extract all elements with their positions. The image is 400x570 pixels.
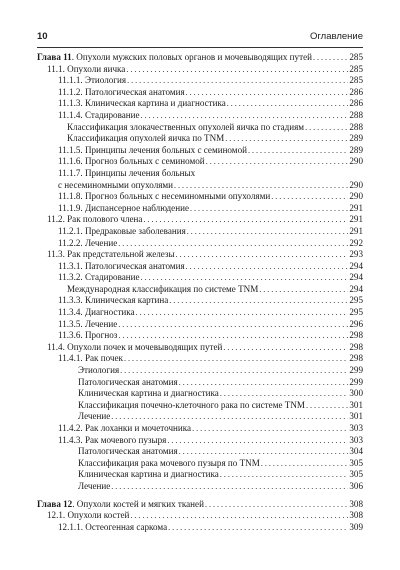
toc-page-number: 286 [349, 86, 363, 97]
entry-text: Патологическая анатомия [78, 446, 178, 457]
toc-entry[interactable] [37, 87, 363, 99]
toc-entry[interactable] [37, 122, 363, 134]
toc-page-number: 306 [349, 480, 363, 491]
dot-leader [248, 145, 348, 156]
entry-text: 11.3. Рак предстательной железы [47, 249, 175, 260]
toc-entry-title [58, 180, 173, 192]
entry-text: Этиология [78, 365, 120, 376]
toc-entry-title [78, 388, 219, 400]
dot-leader [179, 446, 349, 457]
toc-entry-title [78, 458, 260, 470]
toc-entry[interactable] [37, 423, 363, 435]
toc-entry-title [58, 75, 126, 87]
dot-leader [227, 98, 349, 109]
dot-leader [313, 52, 348, 63]
toc-entry-title [47, 249, 175, 261]
dot-leader [143, 214, 348, 225]
toc-page-number: 291 [349, 225, 363, 236]
toc-entry[interactable] [37, 168, 363, 180]
toc-entry[interactable] [37, 249, 363, 261]
toc-entry[interactable] [37, 98, 363, 110]
toc-entry[interactable] [37, 388, 363, 400]
toc-entry-title [67, 122, 304, 134]
toc-entry-title [47, 214, 142, 226]
toc-entry-title [78, 365, 119, 377]
toc-page-number: 308 [349, 498, 363, 509]
toc-page-number: 294 [349, 283, 363, 294]
toc-entry-title [58, 98, 226, 110]
dot-leader [176, 249, 349, 260]
toc-page-number: 298 [349, 330, 363, 341]
toc-entry[interactable] [37, 180, 363, 192]
entry-text: 11.3.1. Патологическая анатомия [58, 260, 185, 271]
toc-page-number: 298 [349, 353, 363, 364]
toc-entry-title [67, 133, 224, 145]
entry-text: 11.4.2. Рак лоханки и мочеточника [58, 423, 192, 433]
toc-page-number: 305 [349, 457, 363, 468]
dot-leader [167, 435, 348, 446]
toc-page-number: 298 [349, 341, 363, 352]
entry-text: 12.1.1. Остеогенная саркома [58, 521, 168, 532]
dot-leader [169, 295, 348, 306]
dot-leader [192, 423, 348, 434]
toc-page-number: 285 [349, 63, 363, 74]
entry-text: 11.3.2. Стадирование [58, 272, 140, 283]
page-number: 10 [37, 31, 48, 42]
toc-entry[interactable] [37, 75, 363, 87]
toc-entry[interactable] [37, 191, 363, 203]
toc-entry-title [58, 203, 189, 215]
chapter-label: Глава 11 [37, 52, 72, 62]
entry-text: Клиническая картина и диагностика [78, 469, 219, 480]
entry-text: 11.2.1. Предраковые заболевания [58, 225, 186, 236]
toc-chapter-entry[interactable] [37, 52, 363, 64]
entry-text: Классификация злокачественных опухолей яичка по стадиям [67, 121, 305, 132]
toc-entry-title [58, 330, 117, 342]
toc-page-number: 294 [349, 272, 363, 283]
dot-leader [120, 365, 348, 376]
toc-page-number: 299 [349, 365, 363, 376]
table-of-contents [37, 52, 363, 533]
entry-text: 11.1.9. Диспансерное наблюдение [58, 202, 189, 213]
chapter-label: Глава 12 [37, 498, 73, 509]
entry-text: 11.1.7. Принципы лечения больных [58, 167, 196, 178]
toc-entry[interactable] [37, 307, 363, 319]
entry-text: 11.1.5. Принципы лечения больных с семиномой [58, 144, 247, 155]
dot-leader [130, 510, 348, 521]
entry-text: 11.3.4. Диагностика [58, 307, 135, 318]
entry-text: 11.3.6. Прогноз [58, 330, 118, 341]
entry-text: 11.2. Рак полового члена [47, 214, 143, 225]
toc-entry-title [78, 469, 219, 481]
entry-text: Классификация почечно-клеточного рака по системе TNM [78, 399, 305, 410]
toc-page-number: 308 [349, 510, 363, 521]
toc-page-number: 295 [349, 307, 363, 318]
toc-entry-title [47, 342, 222, 354]
dot-leader [179, 377, 349, 388]
toc-entry[interactable] [37, 481, 363, 493]
toc-page-number: 294 [349, 260, 363, 271]
dot-leader [306, 400, 348, 411]
toc-page-number: 301 [349, 411, 363, 422]
toc-entry[interactable] [37, 295, 363, 307]
toc-entry-title [58, 238, 117, 250]
toc-page-number: 303 [349, 423, 363, 433]
dot-leader [124, 353, 348, 364]
entry-text: 11.3.3. Клиническая картина [58, 295, 169, 306]
dot-leader [118, 330, 348, 341]
toc-page-number: 301 [349, 399, 363, 410]
entry-text: . Опухоли костей и мягких тканей [72, 498, 204, 509]
dot-leader [186, 261, 349, 272]
dot-leader [127, 75, 348, 86]
toc-entry[interactable] [37, 110, 363, 122]
toc-entry[interactable] [37, 365, 363, 377]
entry-text: . Опухоли мужских половых органов и мочевыводящих путей [71, 52, 312, 62]
dot-leader [190, 203, 348, 214]
toc-page-number: 303 [349, 434, 363, 445]
toc-page-number: 290 [349, 191, 363, 202]
toc-page-number: 290 [349, 156, 363, 167]
toc-entry-title [58, 156, 205, 168]
dot-leader [206, 156, 349, 167]
toc-entry[interactable] [37, 400, 363, 412]
toc-page-number: 299 [349, 376, 363, 387]
dot-leader [261, 458, 349, 469]
toc-entry-title [67, 284, 258, 296]
running-header [37, 31, 363, 45]
entry-text: 11.1.1. Этиология [58, 75, 127, 86]
dot-leader [136, 307, 349, 318]
dot-leader [220, 388, 349, 399]
toc-entry[interactable] [37, 238, 363, 250]
toc-entry-title [58, 435, 166, 447]
dot-leader [118, 238, 348, 249]
toc-page-number: 288 [349, 109, 363, 120]
toc-entry-title [58, 423, 191, 435]
toc-entry[interactable] [37, 342, 363, 354]
toc-page-number: 286 [349, 98, 363, 109]
dot-leader [168, 522, 348, 533]
toc-entry[interactable] [37, 156, 363, 168]
toc-entry-title [58, 145, 247, 157]
toc-entry-title [58, 261, 185, 273]
entry-text: Клиническая картина и диагностика [78, 388, 219, 399]
toc-entry-title [58, 226, 186, 238]
entry-text: Классификация рака мочевого пузыря по TNM [78, 457, 260, 468]
toc-entry-title [47, 510, 129, 522]
entry-text: 11.2.2. Лечение [58, 237, 118, 248]
toc-entry[interactable] [37, 261, 363, 273]
toc-page-number: 300 [349, 388, 363, 399]
entry-text: 11.3.5. Лечение [58, 318, 118, 329]
toc-page-number: 291 [349, 202, 363, 213]
dot-leader [223, 342, 348, 353]
dot-leader [111, 411, 348, 422]
toc-page-number: 292 [349, 237, 363, 248]
toc-entry[interactable] [37, 272, 363, 284]
toc-entry-title [58, 110, 140, 122]
toc-entry-title [37, 499, 204, 511]
toc-page-number: 285 [349, 75, 363, 86]
entry-text: 11.4.3. Рак мочевого пузыря [58, 434, 167, 445]
toc-entry-title [58, 307, 135, 319]
toc-chapter-entry[interactable] [37, 499, 363, 511]
toc-entry[interactable] [37, 435, 363, 447]
dot-leader [225, 133, 348, 144]
entry-text: 12.1. Опухоли костей [47, 510, 130, 521]
entry-text: 11.4.1. Рак почек [58, 353, 123, 364]
entry-text: 11.1.4. Стадирование [58, 109, 140, 120]
header-rule [37, 47, 363, 48]
toc-page-number: 305 [349, 469, 363, 480]
toc-entry-title [58, 191, 270, 203]
toc-entry[interactable] [37, 64, 363, 76]
toc-page-number: 293 [349, 249, 363, 260]
toc-entry[interactable] [37, 330, 363, 342]
toc-entry[interactable] [37, 214, 363, 226]
toc-entry-title [78, 411, 110, 423]
toc-entry[interactable] [37, 353, 363, 365]
dot-leader [126, 64, 348, 75]
toc-entry-title [58, 353, 123, 365]
entry-text: 11.1.6. Прогноз больных с семиномой [58, 156, 205, 167]
toc-entry-title [78, 377, 178, 389]
dot-leader [141, 272, 349, 283]
dot-leader [271, 191, 348, 202]
toc-page-number: 285 [349, 52, 363, 62]
dot-leader [259, 284, 348, 295]
toc-entry-title [58, 319, 117, 331]
entry-text: 11.1.3. Клиническая картина и диагностика [58, 98, 226, 109]
toc-entry[interactable] [37, 377, 363, 389]
dot-leader [118, 319, 348, 330]
toc-entry[interactable] [37, 203, 363, 215]
toc-entry-title [58, 522, 167, 534]
entry-text: Патологическая анатомия [78, 376, 178, 387]
toc-page-number: 289 [349, 144, 363, 155]
dot-leader [186, 87, 349, 98]
toc-entry[interactable] [37, 284, 363, 296]
toc-page-number: 295 [349, 295, 363, 306]
toc-entry[interactable] [37, 458, 363, 470]
toc-entry[interactable] [37, 133, 363, 145]
dot-leader [174, 180, 348, 191]
toc-page-number: 289 [349, 133, 363, 144]
entry-text: 11.1.2. Патологическая анатомия [58, 86, 185, 97]
entry-text: Лечение [78, 480, 111, 491]
entry-text: Международная классификация по системе TNM [67, 283, 259, 294]
toc-entry-title [78, 446, 178, 458]
entry-text: 11.1.8. Прогноз больных с несеминомными опухолями [58, 191, 271, 202]
running-title: Оглавление [310, 31, 363, 42]
dot-leader [141, 110, 349, 121]
toc-entry-title [78, 481, 110, 493]
toc-entry[interactable] [37, 145, 363, 157]
dot-leader [187, 226, 349, 237]
toc-page-number: 296 [349, 318, 363, 329]
dot-leader [305, 122, 348, 133]
toc-entry-title [58, 168, 195, 180]
toc-page-number: 309 [349, 521, 363, 532]
toc-page-number: 288 [349, 121, 363, 132]
toc-entry-title [78, 400, 305, 412]
entry-text: с несеминомными опухолями [58, 179, 174, 190]
toc-entry[interactable] [37, 469, 363, 481]
toc-page-number: 304 [349, 446, 363, 457]
toc-entry-title [58, 87, 185, 99]
toc-entry-title [58, 272, 140, 284]
toc-page-number: 290 [349, 179, 363, 190]
toc-entry-title [37, 52, 312, 64]
entry-text: 11.1. Опухоли яичка [47, 63, 126, 74]
dot-leader [111, 481, 348, 492]
toc-entry[interactable] [37, 522, 363, 534]
entry-text: Лечение [78, 411, 111, 422]
toc-entry[interactable] [37, 319, 363, 331]
toc-entry[interactable] [37, 226, 363, 238]
toc-entry[interactable] [37, 411, 363, 423]
toc-page-number: 291 [349, 214, 363, 225]
entry-text: Классификация опухолей яичка по TNM [67, 133, 225, 144]
dot-leader [205, 499, 348, 510]
toc-entry[interactable] [37, 510, 363, 522]
toc-entry-title [58, 295, 168, 307]
dot-leader [220, 469, 349, 480]
entry-text: 11.4. Опухоли почек и мочевыводящих путей [47, 341, 223, 352]
toc-entry[interactable] [37, 446, 363, 458]
toc-entry-title [47, 64, 125, 76]
